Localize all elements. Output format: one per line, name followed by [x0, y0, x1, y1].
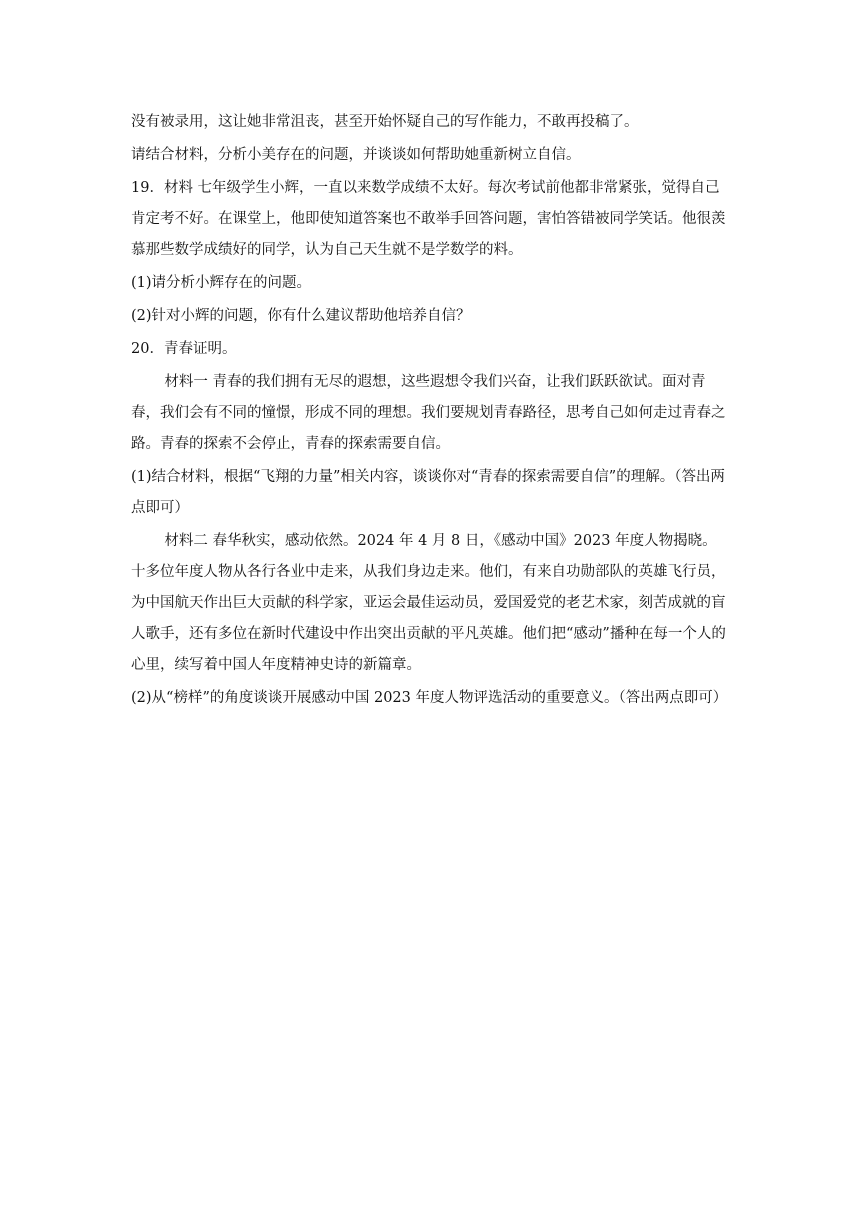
- material-continuation-line: 没有被录用，这让她非常沮丧，甚至开始怀疑自己的写作能力，不敢再投稿了。: [131, 114, 639, 130]
- question-19-part-1: (1)请分析小辉存在的问题。: [131, 275, 312, 291]
- document-body: [131, 107, 731, 714]
- question-19-part-2: (2)针对小辉的问题，你有什么建议帮助他培养自信？: [131, 308, 471, 324]
- question-20-material-2: 材料二 春华秋实，感动依然。2024 年 4 月 8 日，《感动中国》2023 年度人物揭晓。十多位年度人物从各行各业中走来，从我们身边走来。他们，有来自功勋部队的英雄飞行员，为中国航天作出巨大贡献的科学家，亚运会最佳运动员，爱国爱党的老艺术家，刻苦成就的盲人歌手，还有多位在新时代建设中作出突出贡献的平凡英雄。他们把“感动”播种在每一个人的心里，续写着中国人年度精神史诗的新篇章。: [131, 533, 726, 673]
- question-18-prompt: 请结合材料，分析小美存在的问题，并谈谈如何帮助她重新树立自信。: [131, 147, 581, 163]
- question-20-part-2: (2)从“榜样”的角度谈谈开展感动中国 2023 年度人物评选活动的重要意义。（答出两点即可）: [131, 690, 728, 706]
- question-20-title: 20．青春证明。: [131, 341, 237, 357]
- question-20-material-1: 材料一 青春的我们拥有无尽的遐想，这些遐想令我们兴奋，让我们跃跃欲试。面对青春，我们会有不同的憧憬，形成不同的理想。我们要规划青春路径，思考自己如何走过青春之路。青春的探索不会停止，青春的探索需要自信。: [131, 374, 726, 452]
- question-20-part-1: (1)结合材料，根据“飞翔的力量”相关内容，谈谈你对“青春的探索需要自信”的理解。（答出两点即可）: [131, 469, 725, 516]
- question-19-material: 19．材料 七年级学生小辉，一直以来数学成绩不太好。每次考试前他都非常紧张，觉得自己肯定考不好。在课堂上，他即使知道答案也不敢举手回答问题，害怕答错被同学笑话。他很羡慕那些数学成绩好的同学，认为自己天生就不是学数学的料。: [131, 180, 726, 258]
